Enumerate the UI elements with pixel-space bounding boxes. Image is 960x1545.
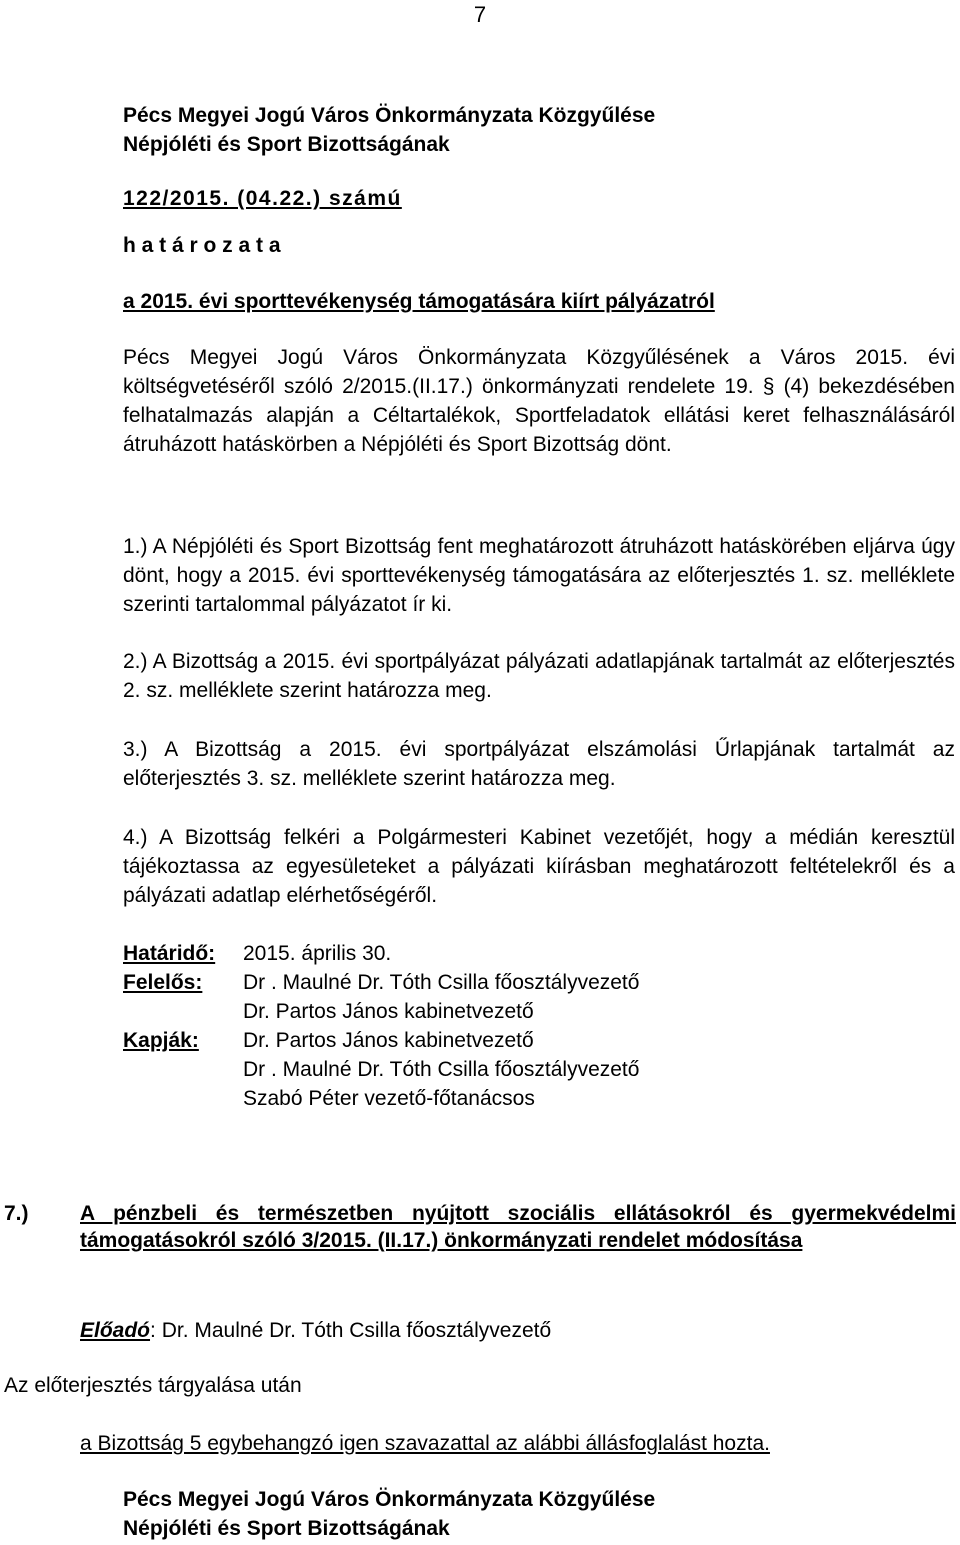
point-1: 1.) A Népjóléti és Sport Bizottság fent meghatározott átruházott hatáskörében eljárva úgy dönt, hogy a 2015. évi sporttevékenység támogatására az előterjesztés 1. sz. melléklete szerinti tartalommal pályázatot ír ki. <box>123 535 955 616</box>
responsible-1: Dr . Maulné Dr. Tóth Csilla főosztályvezető <box>243 971 640 994</box>
resolution-number: 122/2015. (04.22.) számú <box>123 187 402 210</box>
page-number: 7 <box>473 2 487 27</box>
resolution-word: h a t á r o z a t a <box>123 234 281 257</box>
responsible-2: Dr. Partos János kabinetvezető <box>243 1000 534 1023</box>
point-3: 3.) A Bizottság a 2015. évi sportpályázat elszámolási Űrlapjának tartalmát az előterjesztés 3. sz. melléklete szerint határozza meg. <box>123 738 955 790</box>
presenter-colon: : <box>150 1319 156 1342</box>
body-name-line1: Pécs Megyei Jogú Város Önkormányzata Közgyűlése <box>123 104 656 127</box>
recipient-2: Dr . Maulné Dr. Tóth Csilla főosztályvezető <box>243 1058 640 1081</box>
presenter-label: Előadó <box>80 1319 151 1342</box>
recipient-3: Szabó Péter vezető-főtanácsos <box>243 1087 535 1110</box>
deadline-value: 2015. április 30. <box>243 942 392 965</box>
vote-statement: a Bizottság 5 egybehangzó igen szavazattal az alábbi állásfoglalást hozta. <box>80 1432 770 1455</box>
recipient-1: Dr. Partos János kabinetvezető <box>243 1029 534 1052</box>
resolution-subject: a 2015. évi sporttevékenység támogatására kiírt pályázatról <box>123 290 715 313</box>
recipients-label: Kapják: <box>123 1029 199 1052</box>
body-name-line1-bottom: Pécs Megyei Jogú Város Önkormányzata Közgyűlése <box>123 1488 656 1511</box>
agenda-item-number: 7.) <box>4 1202 29 1225</box>
presenter-line <box>80 1320 551 1341</box>
responsible-label: Felelős: <box>123 971 203 994</box>
point-2: 2.) A Bizottság a 2015. évi sportpályázat pályázati adatlapjának tartalmát az előterjesztés 2. sz. melléklete szerint határozza meg. <box>123 650 955 702</box>
resolution-intro: Pécs Megyei Jogú Város Önkormányzata Közgyűlésének a Város 2015. évi költségvetéséről szóló 2/2015.(II.17.) önkormányzati rendelete 19. § (4) bekezdésében felhatalmazás alapján a Céltartalékok, Sportfeladatok ellátási keret felhasználásáról átruházott hatáskörben a Népjóléti és Sport Bizottság dönt. <box>123 346 955 456</box>
body-name-line2: Népjóléti és Sport Bizottságának <box>123 133 450 156</box>
agenda-item-title: A pénzbeli és természetben nyújtott szociális ellátásokról és gyermekvédelmi támogatásokról szóló 3/2015. (II.17.) önkormányzati rendelet módosítása <box>80 1202 956 1252</box>
body-name-line2-bottom: Népjóléti és Sport Bizottságának <box>123 1517 450 1540</box>
after-discussion: Az előterjesztés tárgyalása után <box>4 1374 302 1397</box>
presenter-name: Dr. Maulné Dr. Tóth Csilla főosztályvezető <box>161 1319 552 1342</box>
deadline-label: Határidő: <box>123 942 216 965</box>
point-4: 4.) A Bizottság felkéri a Polgármesteri Kabinet vezetőjét, hogy a médián keresztül tájékoztassa az egyesületeket a pályázati kiírásban meghatározott feltételekről és a pályázati adatlap elérhetőségéről. <box>123 826 955 907</box>
